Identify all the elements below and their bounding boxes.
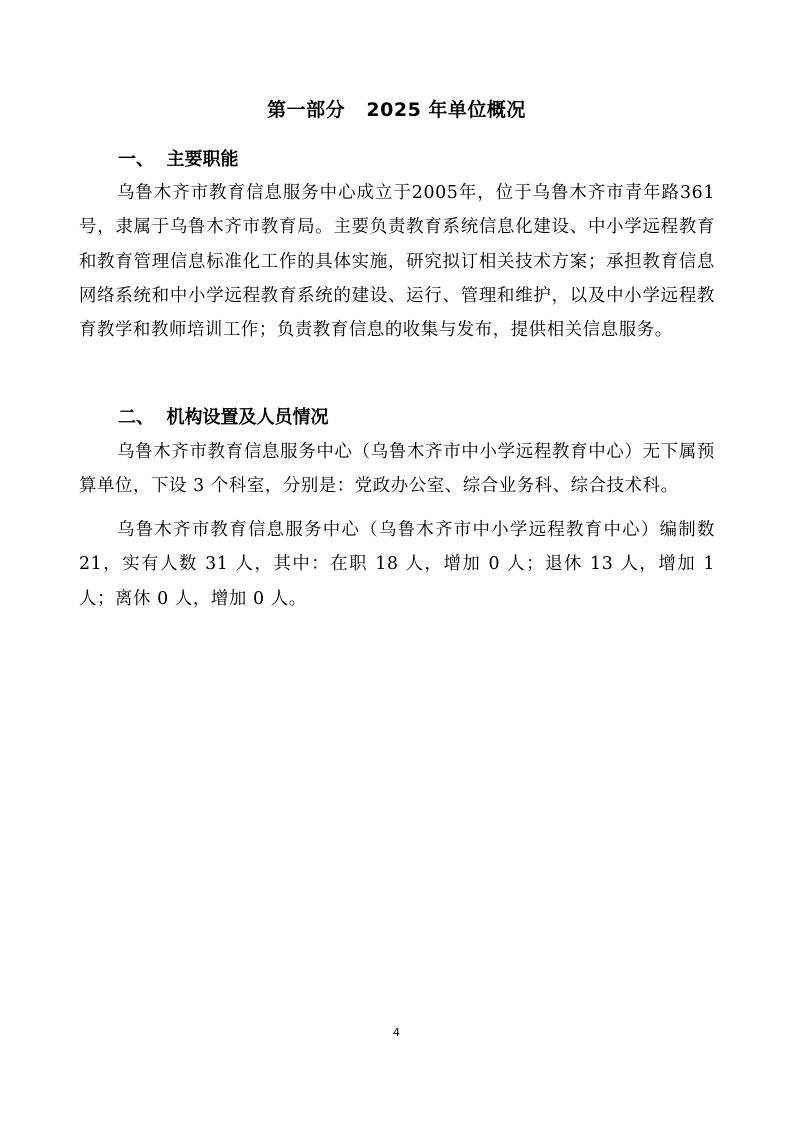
paragraph-organization: 乌鲁木齐市教育信息服务中心（乌鲁木齐市中小学远程教育中心）无下属预算单位，下设 3 个科室，分别是：党政办公室、综合业务科、综合技术科。 [79,442,715,497]
section-heading-functions: 一、 主要职能 [118,149,239,170]
page-title: 第一部分 2025 年单位概况 [267,99,526,121]
paragraph-staffing: 乌鲁木齐市教育信息服务中心（乌鲁木齐市中小学远程教育中心）编制数21，实有人数 31 人，其中：在职 18 人，增加 0 人；退休 13 人，增加 1 人；离休 0 人，增加 0 人。 [79,520,715,609]
paragraph-functions: 乌鲁木齐市教育信息服务中心成立于2005年，位于乌鲁木齐市青年路361号，隶属于乌鲁木齐市教育局。主要负责教育系统信息化建设、中小学远程教育和教育管理信息标准化工作的具体实施，研究拟订相关技术方案；承担教育信息网络系统和中小学远程教育系统的建设、运行、管理和维护，以及中小学远程教育教学和教师培训工作；负责教育信息的收集与发布，提供相关信息服务。 [79,183,715,341]
section-heading-organization: 二、 机构设置及人员情况 [118,407,329,428]
page-number: 4 [393,1026,400,1039]
